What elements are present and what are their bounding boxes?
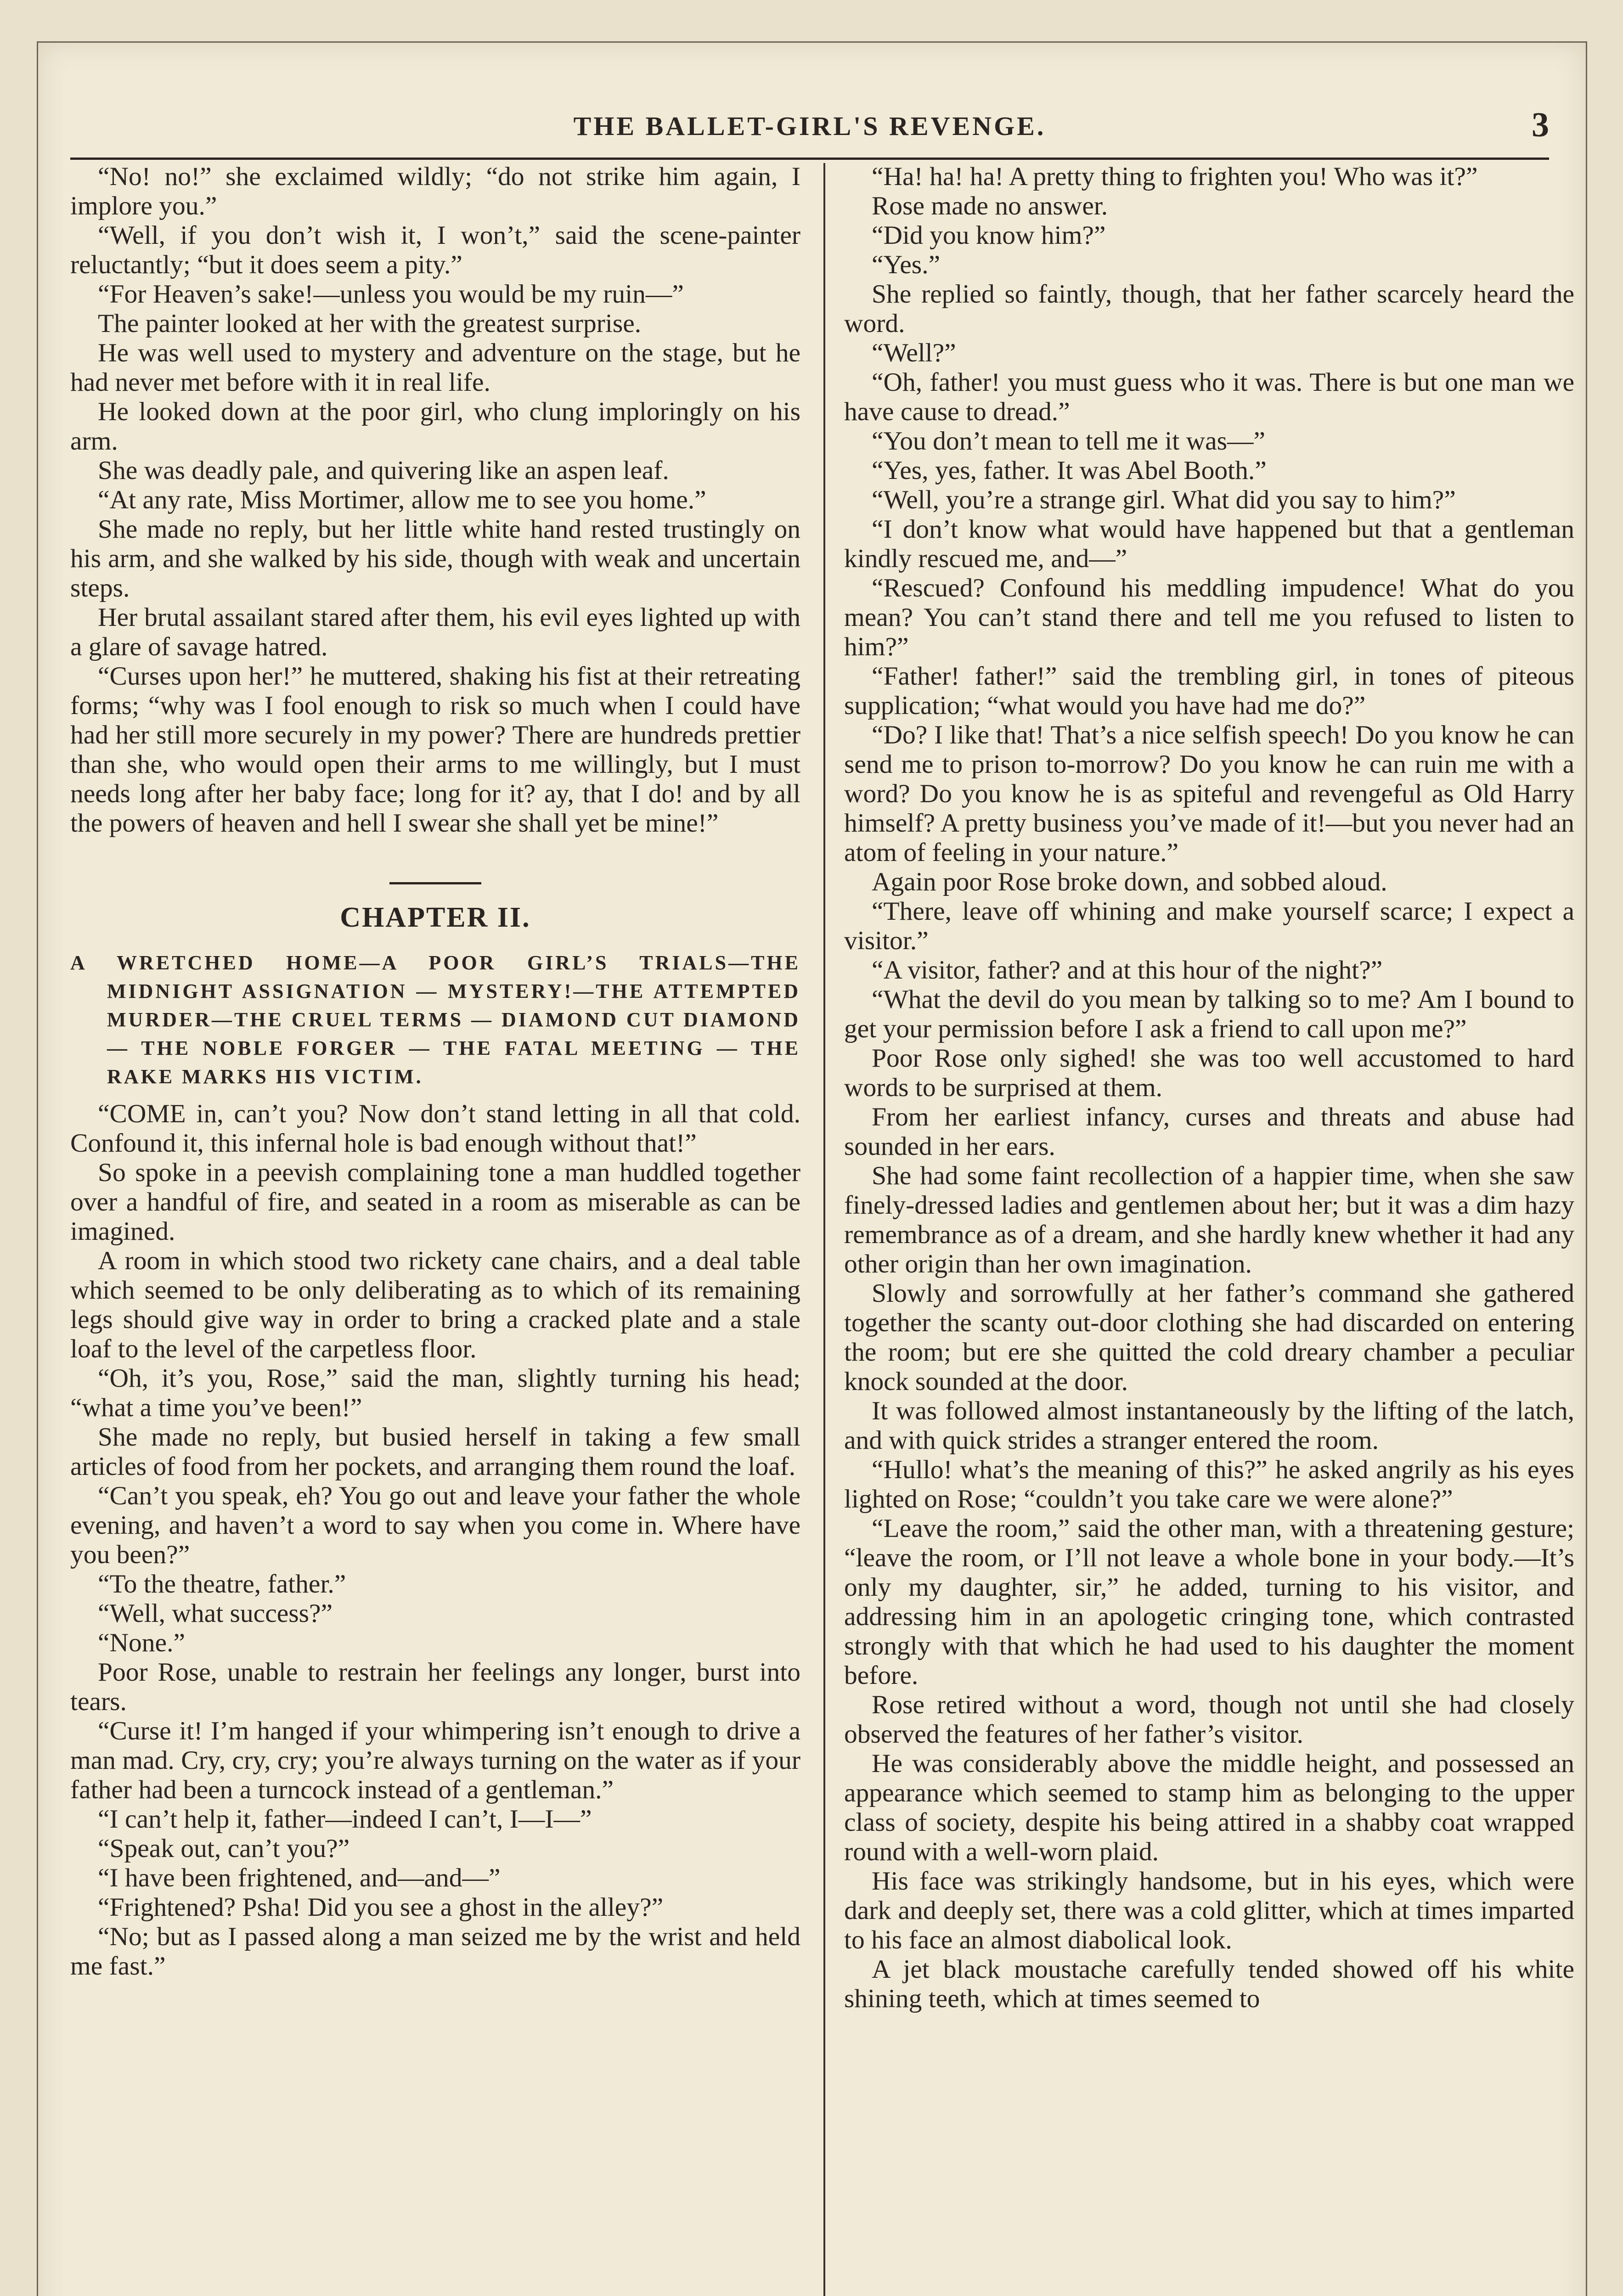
paragraph: “At any rate, Miss Mortimer, allow me to see you home.” [98, 485, 706, 514]
running-header [70, 98, 1549, 160]
paragraph: Poor Rose, unable to restrain her feelings any longer, burst into tears. [70, 1658, 800, 1716]
paragraph: His face was strikingly handsome, but in his eyes, which were dark and deeply set, there was a cold glitter, which at times imparted to his face an almost diabolical look. [844, 1867, 1574, 1954]
paragraph: She replied so faintly, though, that her father scarcely heard the word. [844, 280, 1574, 338]
paragraph: “Yes, yes, father. It was Abel Booth.” [872, 456, 1267, 485]
chapter-title: CHAPTER II. [340, 902, 531, 933]
paragraph: “Rescued? Confound his meddling impudence! What do you mean? You can’t stand there and tell me you refused to listen to him?” [844, 574, 1574, 661]
paragraph: “Frightened? Psha! Did you see a ghost in the alley?” [98, 1893, 664, 1922]
paragraph: Again poor Rose broke down, and sobbed aloud. [872, 867, 1387, 896]
left-column-text [70, 162, 800, 838]
paragraph: “Ha! ha! ha! A pretty thing to frighten you! Who was it?” [872, 162, 1478, 191]
paragraph: She was deadly pale, and quivering like an aspen leaf. [98, 456, 669, 485]
paragraph: “I have been frightened, and—and—” [98, 1863, 501, 1892]
paragraph: “Well, you’re a strange girl. What did you say to him?” [872, 485, 1456, 514]
paragraph: A room in which stood two rickety cane chairs, and a deal table which seemed to be only deliberating as to which of its remaining legs should give way in order to bring a cracked plate and a stale loaf to the level of the carpetless floor. [70, 1246, 800, 1363]
magazine-page [37, 41, 1587, 2296]
page-number: 3 [1532, 106, 1549, 144]
paragraph: “Father! father!” said the trembling girl, in tones of piteous supplication; “what would you have had me do?” [844, 662, 1574, 720]
paragraph: Poor Rose only sighed! she was too well accustomed to hard words to be surprised at them. [844, 1044, 1574, 1102]
paragraph: “What the devil do you mean by talking so to me? Am I bound to get your permission before I ask a friend to call upon me?” [844, 985, 1574, 1043]
paragraph: “Speak out, can’t you?” [98, 1834, 350, 1863]
paragraph: It was followed almost instantaneously by the lifting of the latch, and with quick strides a stranger entered the room. [844, 1396, 1574, 1455]
paragraph: “Oh, it’s you, Rose,” said the man, slightly turning his head; “what a time you’ve been!” [70, 1364, 800, 1422]
paragraph: “You don’t mean to tell me it was—” [872, 427, 1266, 456]
paragraph: From her earliest infancy, curses and threats and abuse had sounded in her ears. [844, 1103, 1574, 1161]
paragraph: He was considerably above the middle height, and possessed an appearance which seemed to stamp him as belonging to the upper class of society, despite his being attired in a shabby coat wrapped round with a well-worn plaid. [844, 1749, 1574, 1866]
left-column [70, 162, 800, 2296]
paragraph: “Well, what success?” [98, 1599, 333, 1628]
paragraph: Her brutal assailant stared after them, his evil eyes lighted up with a glare of savage hatred. [70, 603, 800, 661]
chapter-synopsis: A WRETCHED HOME—A POOR GIRL’S TRIALS—THE MIDNIGHT ASSIGNATION — MYSTERY!—THE ATTEMPTED MURDER—THE CRUEL TERMS — DIAMOND CUT DIAMOND — THE NOBLE FORGER — THE FATAL MEETING — THE RAKE MARKS HIS VICTIM. [70, 951, 800, 1088]
paragraph: So spoke in a peevish complaining tone a man huddled together over a handful of fire, and seated in a room as miserable as can be imagined. [70, 1158, 800, 1246]
paragraph: “There, leave off whining and make yourself scarce; I expect a visitor.” [844, 897, 1574, 955]
paragraph: Rose retired without a word, though not until she had closely observed the features of her father’s visitor. [844, 1690, 1574, 1749]
right-column [844, 162, 1574, 2296]
paragraph: “Hullo! what’s the meaning of this?” he asked angrily as his eyes lighted on Rose; “couldn’t you take care we were alone?” [844, 1455, 1574, 1514]
paragraph: “For Heaven’s sake!—unless you would be my ruin—” [98, 280, 684, 309]
paragraph: “Curse it! I’m hanged if your whimpering isn’t enough to drive a man mad. Cry, cry, cry; you’re always turning on the water as if your father had been a turncock instead of a gentleman.” [70, 1716, 800, 1804]
running-title: THE BALLET-GIRL'S REVENGE. [573, 111, 1046, 141]
paragraph: “Leave the room,” said the other man, with a threatening gesture; “leave the room, or I’ll not leave a whole bone in your body.—It’s only my daughter, sir,” he added, turning to his visitor, and addressing him in an apologetic cringing tone, which contrasted strongly with that which he had used to his daughter the moment before. [844, 1514, 1574, 1690]
paragraph: She made no reply, but busied herself in taking a few small articles of food from her pockets, and arranging them round the loaf. [70, 1423, 800, 1481]
paragraph: “Curses upon her!” he muttered, shaking his fist at their retreating forms; “why was I fool enough to risk so much when I could have had her still more securely in my power? There are hundreds prettier than she, who would open their arms to me willingly, but I must needs long after her baby face; long for it? ay, that I do! and by all the powers of heaven and hell I swear she shall yet be mine!” [70, 662, 800, 838]
paragraph: He looked down at the poor girl, who clung imploringly on his arm. [70, 397, 800, 456]
paragraph: Slowly and sorrowfully at her father’s command she gathered together the scanty out-door clothing she had discarded on entering the room; but ere she quitted the cold dreary chamber a peculiar knock sounded at the door. [844, 1279, 1574, 1396]
chapter-text [70, 1099, 800, 1981]
paragraph: She had some faint recollection of a happier time, when she saw finely-dressed ladies and gentlemen about her; but it was a dim hazy remembrance as of a dream, and she hardly knew whether it had any other origin than her own imagination. [844, 1161, 1574, 1278]
right-column-text [844, 162, 1574, 2014]
paragraph: “Oh, father! you must guess who it was. There is but one man we have cause to dread.” [844, 368, 1574, 426]
paragraph: “COME in, can’t you? Now don’t stand letting in all that cold. Confound it, this infernal hole is bad enough without that!” [70, 1099, 800, 1158]
paragraph: “Did you know him?” [872, 221, 1106, 250]
chapter-rule [389, 882, 481, 884]
paragraph: “Well, if you don’t wish it, I won’t,” said the scene-painter reluctantly; “but it does seem a pity.” [70, 221, 800, 279]
paragraph: “None.” [98, 1628, 185, 1657]
paragraph: “Well?” [872, 338, 956, 367]
paragraph: “A visitor, father? and at this hour of the night?” [872, 956, 1383, 985]
paragraph: He was well used to mystery and adventure on the stage, but he had never met before with it in real life. [70, 338, 800, 397]
paragraph: The painter looked at her with the greatest surprise. [98, 309, 642, 338]
paragraph: “Yes.” [872, 250, 941, 279]
paragraph: “To the theatre, father.” [98, 1570, 346, 1598]
paragraph: A jet black moustache carefully tended showed off his white shining teeth, which at times seemed to [844, 1955, 1574, 2013]
column-divider [823, 163, 825, 2296]
paragraph: “I don’t know what would have happened but that a gentleman kindly rescued me, and—” [844, 515, 1574, 573]
paragraph: “No! no!” she exclaimed wildly; “do not strike him again, I implore you.” [70, 162, 800, 220]
paragraph: “I can’t help it, father—indeed I can’t, I—I—” [98, 1805, 592, 1834]
paragraph: “Do? I like that! That’s a nice selfish speech! Do you know he can send me to prison to-morrow? Do you know he can ruin me with a word? Do you know he is as spiteful and revengeful as Old Harry himself? A pretty business you’ve made of it!—but you never had an atom of feeling in your nature.” [844, 720, 1574, 867]
paragraph: Rose made no answer. [872, 191, 1108, 220]
paragraph: She made no reply, but her little white hand rested trustingly on his arm, and she walked by his side, though with weak and uncertain steps. [70, 515, 800, 602]
paragraph: “Can’t you speak, eh? You go out and leave your father the whole evening, and haven’t a word to say when you come in. Where have you been?” [70, 1481, 800, 1569]
paragraph: “No; but as I passed along a man seized me by the wrist and held me fast.” [70, 1922, 800, 1981]
